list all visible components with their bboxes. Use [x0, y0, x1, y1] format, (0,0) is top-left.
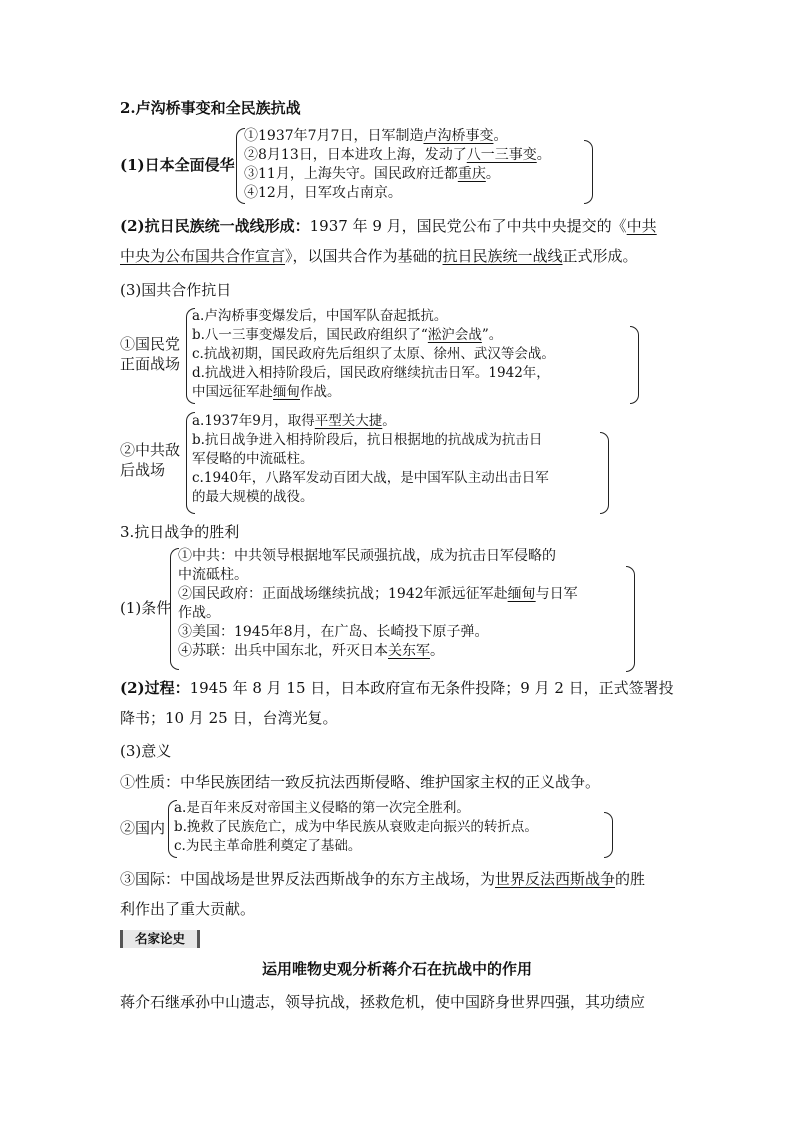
invasion-item-2: ②8月13日，日本进攻上海，发动了八一三事变。 — [244, 147, 551, 163]
rear-item-c-line-2: 的最大规模的战役。 — [192, 489, 314, 505]
international-line-2: 利作出了重大贡献。 — [120, 900, 256, 918]
right-brace — [626, 566, 635, 672]
right-brace — [584, 140, 593, 204]
front-item-a: a.卢沟桥事变爆发后，中国军队奋起抵抗。 — [192, 308, 448, 324]
point-2-line-1: (2)抗日民族统一战线形成：1937 年 9 月，国民党公布了中共中央提交的《中共 — [120, 217, 657, 235]
section-tag: 名家论史 — [120, 930, 200, 948]
international-line-1: ③国际：中国战场是世界反法西斯战争的东方主战场，为世界反法西斯战争的胜 — [120, 870, 646, 888]
process-line-2: 降书；10 月 25 日，台湾光复。 — [120, 709, 338, 727]
right-brace — [600, 432, 609, 514]
front-label-2: 正面战场 — [120, 355, 181, 373]
rear-item-a: a.1937年9月，取得平型关大捷。 — [192, 413, 396, 429]
front-item-d-line-1: d.抗战进入相持阶段后，国民政府继续抗击日军。1942年， — [192, 365, 550, 381]
rear-item-b-line-1: b.抗日战争进入相持阶段后，抗日根据地的抗战成为抗击日 — [192, 432, 543, 448]
condition-line-5: ③美国：1945年8月，在广岛、长崎投下原子弹。 — [178, 624, 489, 640]
essay-title: 运用唯物史观分析蒋介石在抗战中的作用 — [261, 960, 532, 978]
right-brace — [604, 812, 613, 858]
essay-line-1: 蒋介石继承孙中山遗志，领导抗战，拯救危机，使中国跻身世界四强，其功绩应 — [120, 993, 646, 1011]
rear-label-1: ②中共敌 — [120, 441, 181, 459]
condition-line-3: ②国民政府：正面战场继续抗战；1942年派远征军赴缅甸与日军 — [178, 586, 578, 602]
front-label-1: ①国民党 — [120, 335, 181, 353]
invasion-item-4: ④12月，日军攻占南京。 — [244, 185, 402, 201]
conditions-label: (1)条件 — [120, 599, 172, 617]
rear-item-c-line-1: c.1940年，八路军发动百团大战，是中国军队主动出击日军 — [192, 470, 549, 486]
domestic-item-c: c.为民主革命胜利奠定了基础。 — [174, 838, 362, 854]
front-item-b: b.八一三事变爆发后，国民政府组织了“淞沪会战”。 — [192, 327, 503, 343]
condition-line-1: ①中共：中共领导根据地军民顽强抗战，成为抗击日军侵略的 — [178, 548, 556, 564]
section-3-heading: 3.抗日战争的胜利 — [120, 523, 240, 541]
rear-label-2: 后战场 — [120, 461, 166, 479]
condition-line-4: 作战。 — [178, 605, 220, 621]
rear-item-b-line-2: 军侵略的中流砥柱。 — [192, 451, 314, 467]
process-line-1: (2)过程：1945 年 8 月 15 日，日本政府宣布无条件投降；9 月 2 日，正式签署投 — [120, 679, 674, 697]
section-2-heading: 2.卢沟桥事变和全民族抗战 — [120, 99, 301, 117]
point-3-label: (3)国共合作抗日 — [120, 281, 232, 299]
domestic-label: ②国内 — [120, 819, 166, 837]
domestic-item-b: b.挽救了民族危亡，成为中华民族从衰败走向振兴的转折点。 — [174, 819, 538, 835]
right-brace — [630, 326, 639, 404]
domestic-item-a: a.是百年来反对帝国主义侵略的第一次完全胜利。 — [174, 800, 470, 816]
front-item-d-line-2: 中国远征军赴缅甸作战。 — [192, 384, 341, 400]
front-item-c: c.抗战初期，国民政府先后组织了太原、徐州、武汉等会战。 — [192, 346, 555, 362]
invasion-item-1: ①1937年7月7日，日军制造卢沟桥事变。 — [244, 128, 508, 144]
condition-line-6: ④苏联：出兵中国东北，歼灭日本关东军。 — [178, 643, 444, 659]
condition-line-2: 中流砥柱。 — [178, 567, 248, 583]
significance-label: (3)意义 — [120, 742, 172, 760]
invasion-item-3: ③11月，上海失守。国民政府迁都重庆。 — [244, 166, 500, 182]
point-2-line-2: 中央为公布国共合作宣言》，以国共合作为基础的抗日民族统一战线正式形成。 — [120, 247, 638, 265]
point-1-label: (1)日本全面侵华 — [120, 156, 235, 174]
significance-nature: ①性质：中华民族团结一致反抗法西斯侵略、维护国家主权的正义战争。 — [120, 773, 601, 791]
